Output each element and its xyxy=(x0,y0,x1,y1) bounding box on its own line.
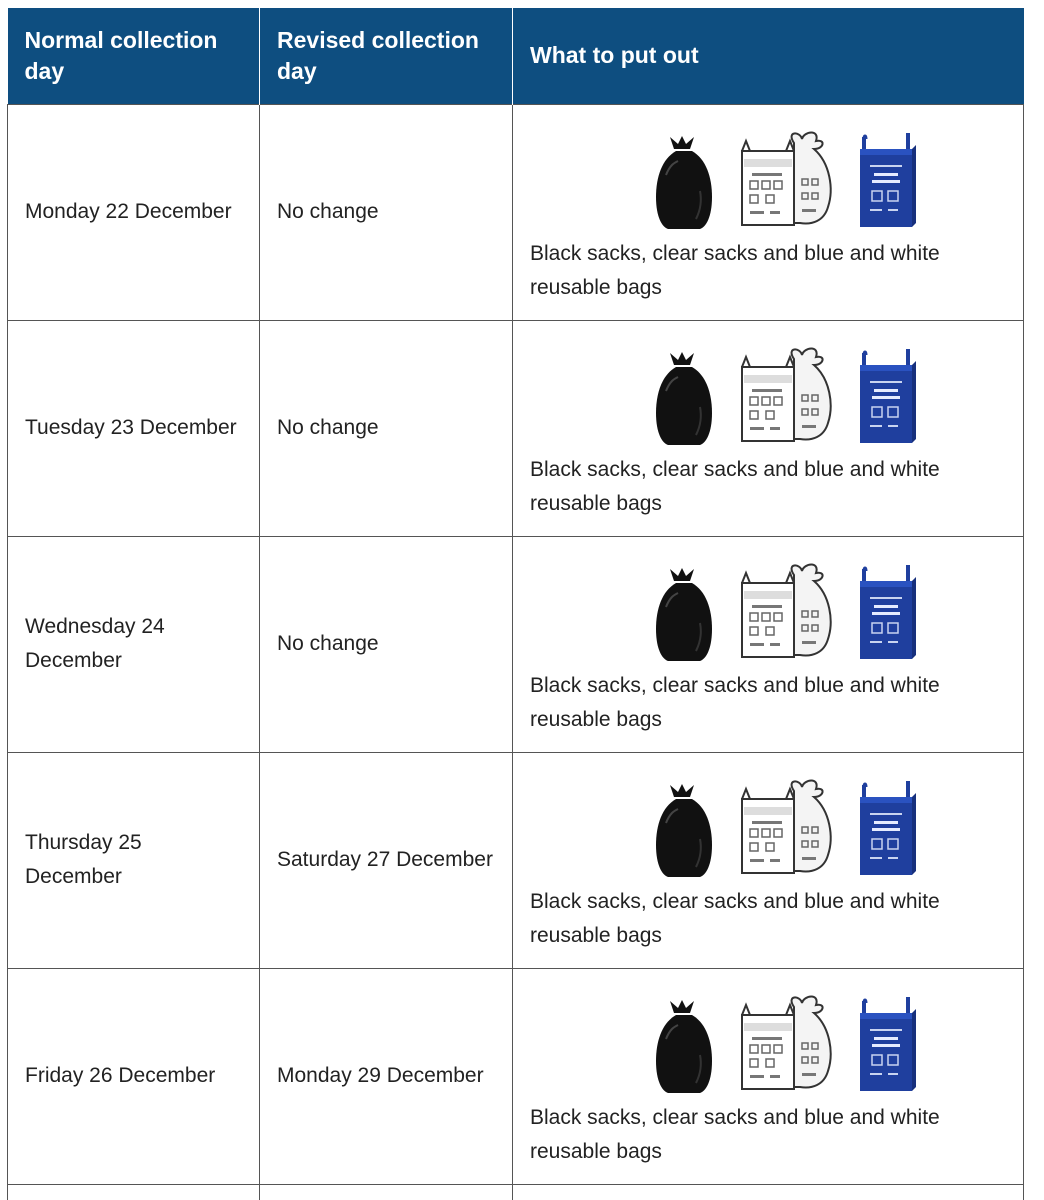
table-row xyxy=(8,968,1024,1184)
collection-schedule-table xyxy=(7,8,1024,1200)
normal-day-cell: Tuesday 23 December xyxy=(8,320,260,536)
bag-icons xyxy=(530,127,1007,231)
what-to-put-out-cell xyxy=(513,752,1024,968)
blue-reusable-bag-icon xyxy=(856,563,920,663)
table-row-partial xyxy=(8,1184,1024,1200)
revised-day-cell: No change xyxy=(260,536,513,752)
what-to-put-out-text: Black sacks, clear sacks and blue and white reusable bags xyxy=(530,458,940,515)
revised-day-cell: No change xyxy=(260,104,513,320)
revised-day-cell: No change xyxy=(260,320,513,536)
blue-reusable-bag-icon xyxy=(856,995,920,1095)
what-to-put-out-cell xyxy=(513,320,1024,536)
revised-day-cell: Saturday 27 December xyxy=(260,752,513,968)
clear-sack-icon xyxy=(738,127,834,231)
clear-sack-icon xyxy=(738,559,834,663)
normal-day-cell: Friday 26 December xyxy=(8,968,260,1184)
bag-icons xyxy=(530,559,1007,663)
bag-icons xyxy=(530,775,1007,879)
header-normal-collection-day: Normal collection day xyxy=(8,8,260,104)
clear-sack-icon xyxy=(738,991,834,1095)
black-sack-icon xyxy=(652,783,716,879)
what-to-put-out-cell xyxy=(513,968,1024,1184)
bag-icons xyxy=(530,343,1007,447)
table-row xyxy=(8,320,1024,536)
black-sack-icon xyxy=(652,999,716,1095)
table-row xyxy=(8,104,1024,320)
clear-sack-icon xyxy=(738,343,834,447)
collection-table-container xyxy=(7,8,1023,1200)
table-row xyxy=(8,752,1024,968)
header-what-to-put-out: What to put out xyxy=(513,8,1024,104)
black-sack-icon xyxy=(652,351,716,447)
empty-cell xyxy=(260,1184,513,1200)
blue-reusable-bag-icon xyxy=(856,347,920,447)
normal-day-cell: Thursday 25 December xyxy=(8,752,260,968)
normal-day-cell: Monday 22 December xyxy=(8,104,260,320)
what-to-put-out-text: Black sacks, clear sacks and blue and white reusable bags xyxy=(530,242,940,299)
bag-icons xyxy=(530,991,1007,1095)
empty-cell xyxy=(8,1184,260,1200)
what-to-put-out-cell xyxy=(513,104,1024,320)
what-to-put-out-cell xyxy=(513,536,1024,752)
what-to-put-out-text: Black sacks, clear sacks and blue and white reusable bags xyxy=(530,1106,940,1163)
empty-cell xyxy=(513,1184,1024,1200)
blue-reusable-bag-icon xyxy=(856,131,920,231)
what-to-put-out-text: Black sacks, clear sacks and blue and white reusable bags xyxy=(530,890,940,947)
normal-day-cell: Wednesday 24 December xyxy=(8,536,260,752)
table-header-row xyxy=(8,8,1024,104)
header-revised-collection-day: Revised collection day xyxy=(260,8,513,104)
black-sack-icon xyxy=(652,135,716,231)
clear-sack-icon xyxy=(738,775,834,879)
what-to-put-out-text: Black sacks, clear sacks and blue and white reusable bags xyxy=(530,674,940,731)
black-sack-icon xyxy=(652,567,716,663)
revised-day-cell: Monday 29 December xyxy=(260,968,513,1184)
blue-reusable-bag-icon xyxy=(856,779,920,879)
table-row xyxy=(8,536,1024,752)
